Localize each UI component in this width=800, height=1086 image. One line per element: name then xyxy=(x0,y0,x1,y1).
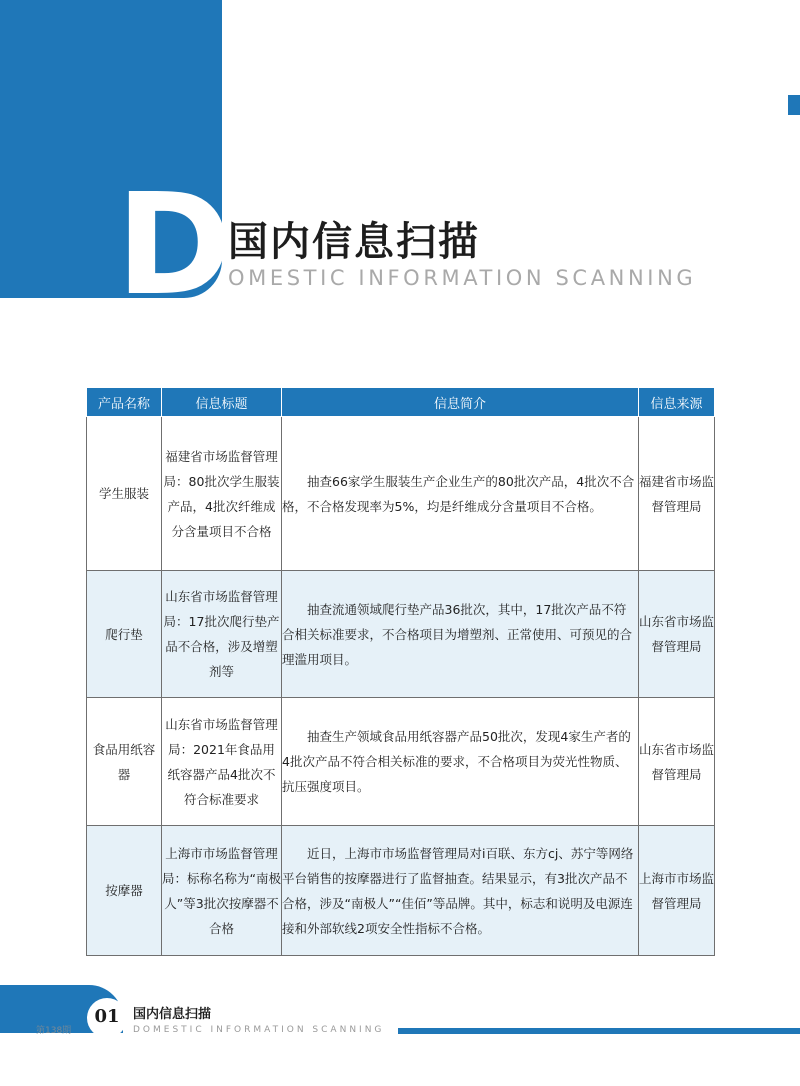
info-title-cell: 福建省市场监督管理局：80批次学生服装产品，4批次纤维成分含量项目不合格 xyxy=(162,417,282,571)
column-header-title: 信息标题 xyxy=(162,388,282,417)
product-name-cell: 爬行垫 xyxy=(87,571,162,698)
page-number: 01 xyxy=(94,1006,120,1027)
table-row xyxy=(87,417,715,571)
info-title-cell: 上海市市场监督管理局：标称名称为“南极人”等3批次按摩器不合格 xyxy=(162,826,282,956)
info-table xyxy=(86,387,715,956)
info-source-cell: 山东省市场监督管理局 xyxy=(639,698,715,826)
info-summary-text: 近日，上海市市场监督管理局对i百联、东方cj、苏宁等网络平台销售的按摩器进行了监督抽查。结果显示，有3批次产品不合格，涉及“南极人”“佳佰”等品牌。其中，标志和说明及电源连接和外部软线2项安全性指标不合格。 xyxy=(282,845,634,936)
table-row xyxy=(87,698,715,826)
info-summary-text: 抽查生产领域食品用纸容器产品50批次，发现4家生产者的4批次产品不符合相关标准的要求，不合格项目为荧光性物质、抗压强度项目。 xyxy=(282,729,631,794)
info-summary-cell xyxy=(282,571,639,698)
info-summary-text: 抽查66家学生服装生产企业生产的80批次产品，4批次不合格，不合格发现率为5%，均是纤维成分含量项目不合格。 xyxy=(282,473,635,514)
column-header-summary: 信息简介 xyxy=(282,388,639,417)
section-letter: D xyxy=(116,164,229,327)
info-title-cell: 山东省市场监督管理局：2021年食品用纸容器产品4批次不符合标准要求 xyxy=(162,698,282,826)
table-row xyxy=(87,571,715,698)
info-summary-cell xyxy=(282,417,639,571)
info-title-cell: 山东省市场监督管理局：17批次爬行垫产品不合格，涉及增塑剂等 xyxy=(162,571,282,698)
info-source-cell: 山东省市场监督管理局 xyxy=(639,571,715,698)
info-summary-cell xyxy=(282,826,639,956)
footer-rule xyxy=(398,1028,800,1034)
table-row xyxy=(87,826,715,956)
table-header-row xyxy=(87,388,715,417)
section-title: 国内信息扫描 xyxy=(228,218,480,265)
info-source-cell: 上海市市场监督管理局 xyxy=(639,826,715,956)
info-summary-text: 抽查流通领域爬行垫产品36批次，其中，17批次产品不符合相关标准要求，不合格项目为增塑剂、正常使用、可预见的合理滥用项目。 xyxy=(282,601,633,667)
footer-subtitle: DOMESTIC INFORMATION SCANNING xyxy=(133,1025,385,1035)
section-subtitle: OMESTIC INFORMATION SCANNING xyxy=(228,266,697,290)
edge-tab xyxy=(788,95,800,115)
product-name-cell: 学生服装 xyxy=(87,417,162,571)
info-source-cell: 福建省市场监督管理局 xyxy=(639,417,715,571)
column-header-product: 产品名称 xyxy=(87,388,162,417)
issue-label: 第138期 xyxy=(36,1026,72,1036)
product-name-cell: 食品用纸容器 xyxy=(87,698,162,826)
column-header-source: 信息来源 xyxy=(639,388,715,417)
product-name-cell: 按摩器 xyxy=(87,826,162,956)
info-summary-cell xyxy=(282,698,639,826)
footer-title: 国内信息扫描 xyxy=(133,1007,212,1022)
